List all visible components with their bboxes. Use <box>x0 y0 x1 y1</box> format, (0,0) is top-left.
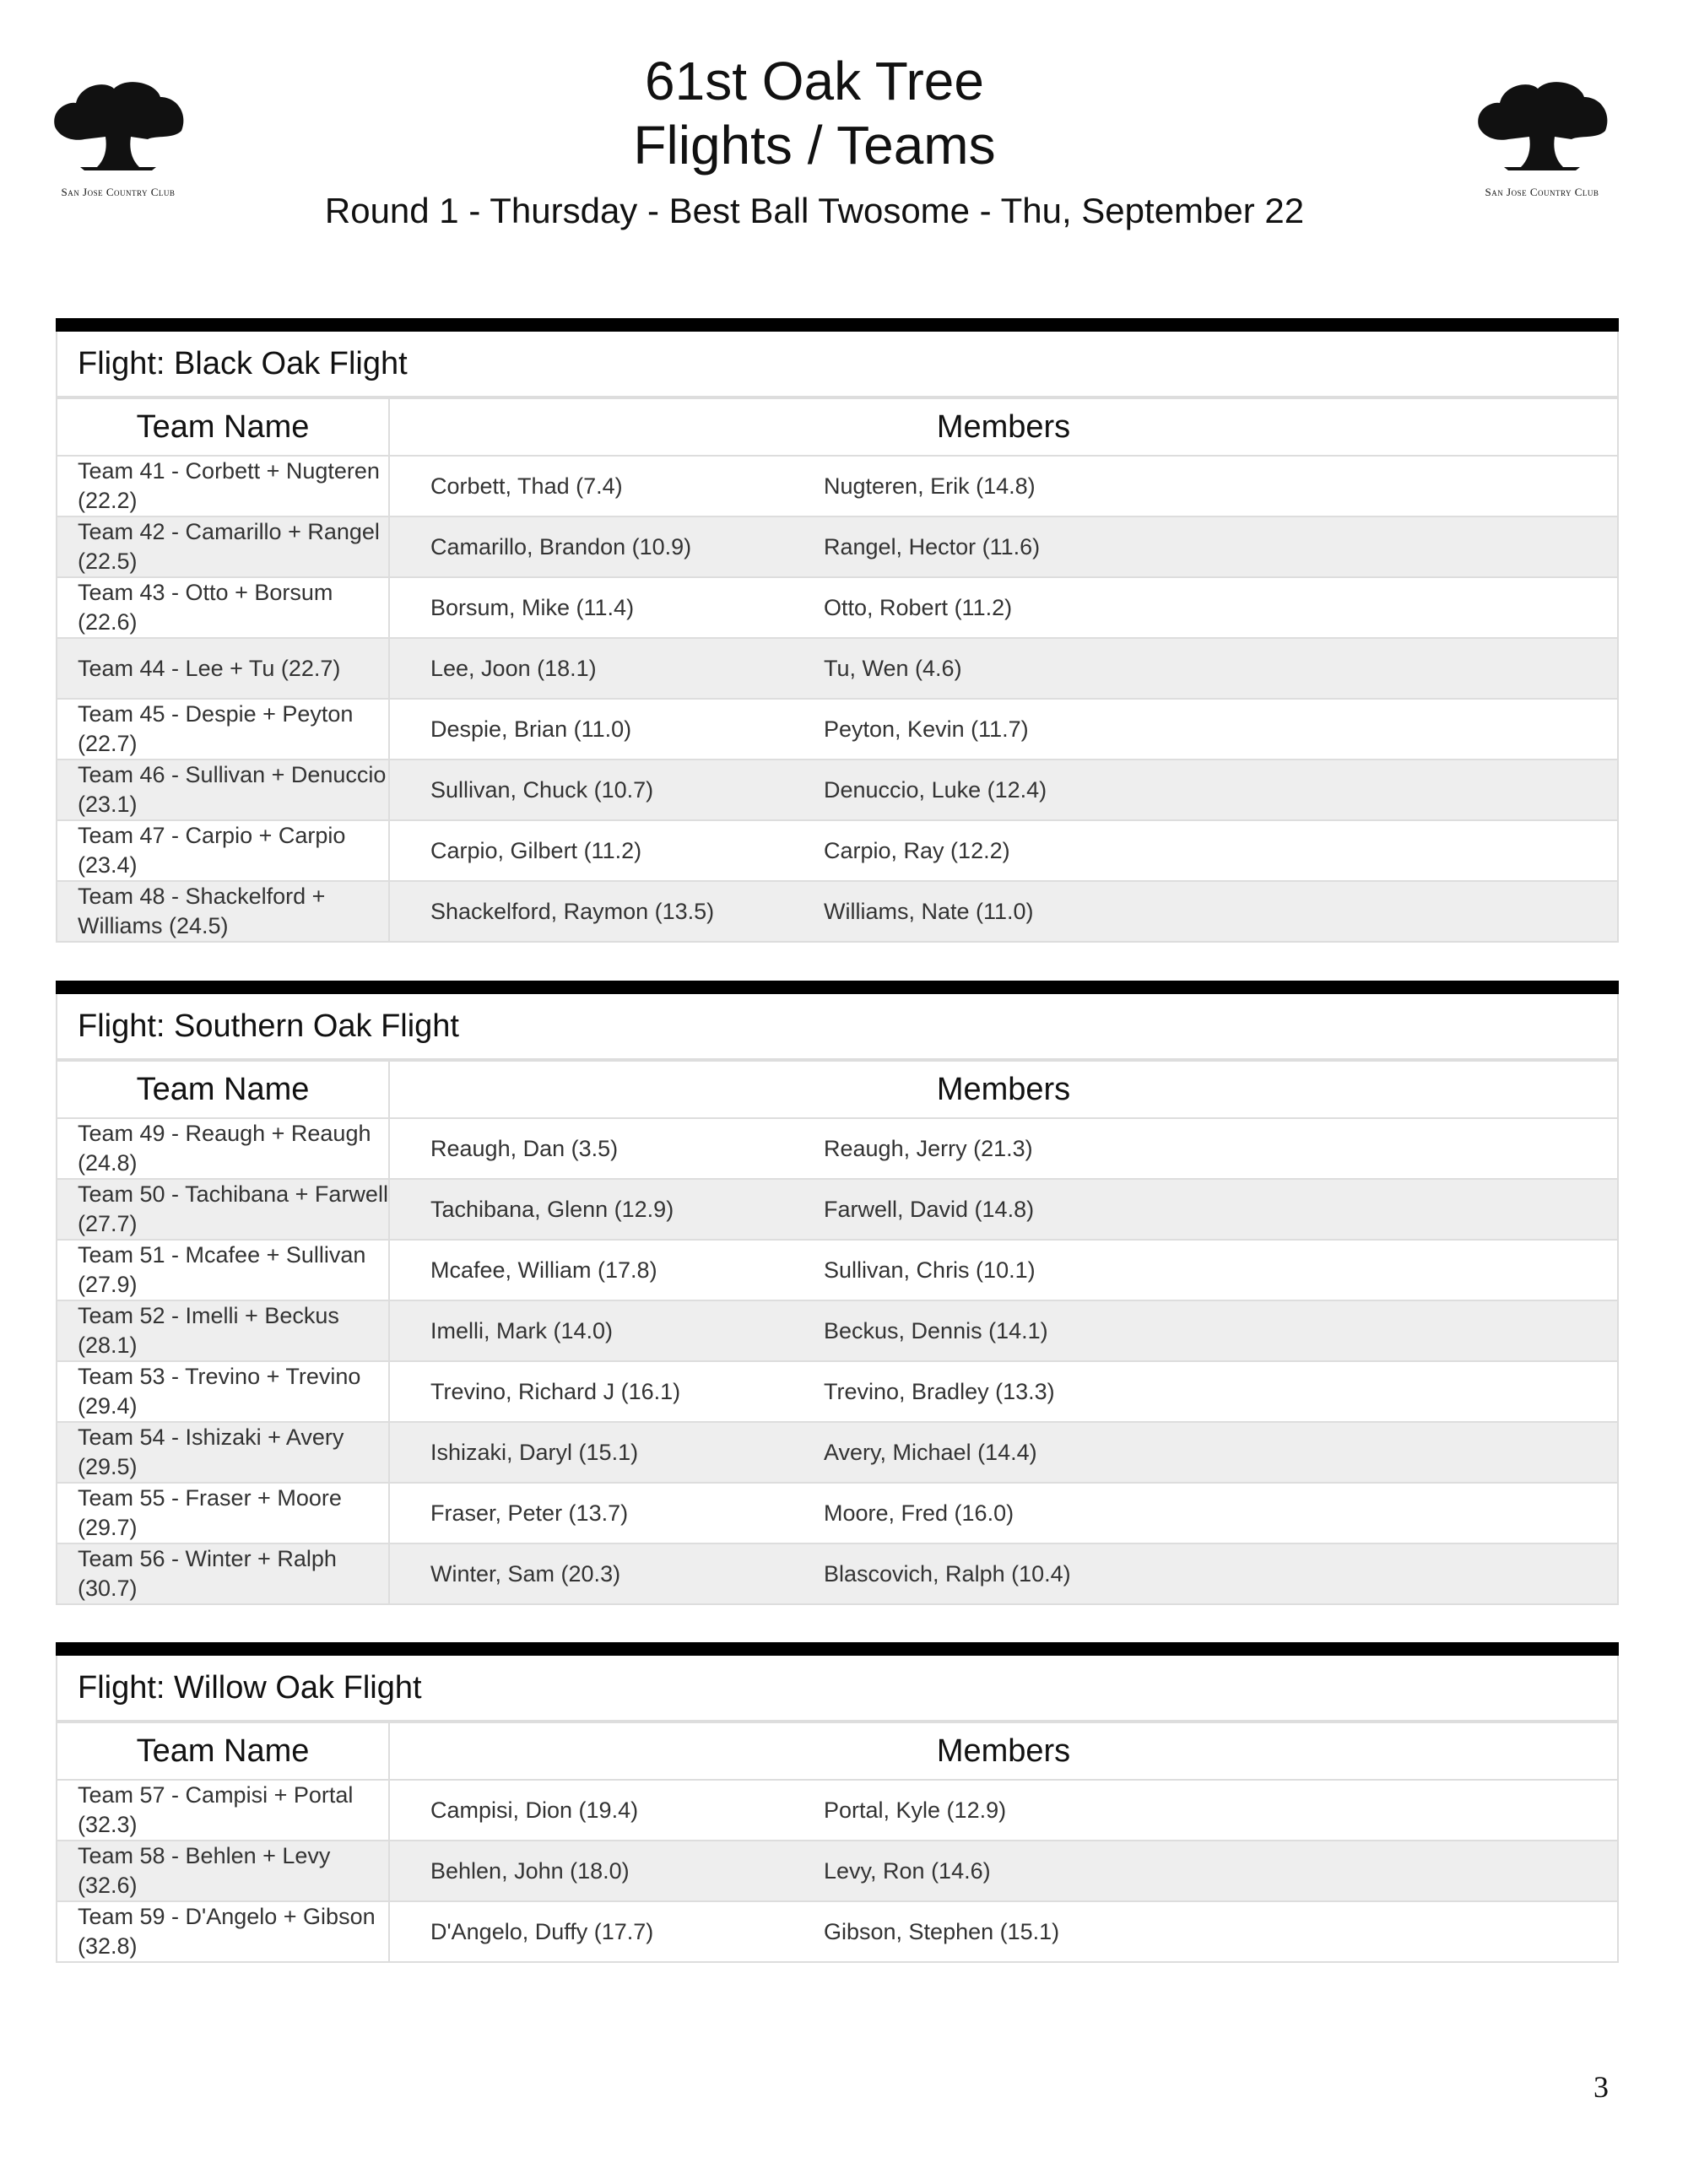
table-row <box>57 1901 1618 1962</box>
club-logo-text: San Jose Country Club <box>1485 186 1599 198</box>
member-1: Imelli, Mark (14.0) <box>389 1300 824 1361</box>
member-1: Corbett, Thad (7.4) <box>389 456 824 516</box>
team-name: Team 43 - Otto + Borsum (22.6) <box>57 577 389 638</box>
page-number: 3 <box>1593 2070 1609 2104</box>
flight-section <box>56 318 1619 943</box>
member-2: Blascovich, Ralph (10.4) <box>824 1543 1618 1604</box>
team-name: Team 48 - Shackelford + Williams (24.5) <box>57 881 389 942</box>
team-name: Team 57 - Campisi + Portal (32.3) <box>57 1780 389 1841</box>
member-2: Tu, Wen (4.6) <box>824 638 1618 699</box>
member-1: Ishizaki, Daryl (15.1) <box>389 1422 824 1483</box>
member-2: Beckus, Dennis (14.1) <box>824 1300 1618 1361</box>
table-row <box>57 1361 1618 1422</box>
members-header: Members <box>389 398 1618 456</box>
page-subtitle-title: Flights / Teams <box>633 115 996 176</box>
team-name: Team 59 - D'Angelo + Gibson (32.8) <box>57 1901 389 1962</box>
team-name-header: Team Name <box>57 1722 389 1780</box>
member-1: Camarillo, Brandon (10.9) <box>389 516 824 577</box>
table-row <box>57 638 1618 699</box>
table-row <box>57 577 1618 638</box>
member-2: Reaugh, Jerry (21.3) <box>824 1118 1618 1179</box>
member-2: Rangel, Hector (11.6) <box>824 516 1618 577</box>
team-name: Team 42 - Camarillo + Rangel (22.5) <box>57 516 389 577</box>
team-name: Team 45 - Despie + Peyton (22.7) <box>57 699 389 760</box>
member-1: Borsum, Mike (11.4) <box>389 577 824 638</box>
team-name: Team 51 - Mcafee + Sullivan (27.9) <box>57 1240 389 1300</box>
table-row <box>57 760 1618 820</box>
member-1: Reaugh, Dan (3.5) <box>389 1118 824 1179</box>
page-title: 61st Oak Tree <box>645 51 984 111</box>
table-row <box>57 1240 1618 1300</box>
member-1: Tachibana, Glenn (12.9) <box>389 1179 824 1240</box>
team-name: Team 47 - Carpio + Carpio (23.4) <box>57 820 389 881</box>
table-header <box>57 398 1618 456</box>
member-2: Carpio, Ray (12.2) <box>824 820 1618 881</box>
table-row <box>57 1300 1618 1361</box>
team-name-header: Team Name <box>57 398 389 456</box>
member-1: D'Angelo, Duffy (17.7) <box>389 1901 824 1962</box>
flight-title: Flight: Black Oak Flight <box>56 332 1619 397</box>
teams-table <box>56 397 1619 943</box>
team-name: Team 58 - Behlen + Levy (32.6) <box>57 1841 389 1901</box>
table-row <box>57 1543 1618 1604</box>
table-header <box>57 1722 1618 1780</box>
members-header: Members <box>389 1722 1618 1780</box>
table-row <box>57 1179 1618 1240</box>
member-1: Trevino, Richard J (16.1) <box>389 1361 824 1422</box>
table-row <box>57 881 1618 942</box>
table-row <box>57 1118 1618 1179</box>
member-2: Peyton, Kevin (11.7) <box>824 699 1618 760</box>
table-row <box>57 1780 1618 1841</box>
team-name: Team 46 - Sullivan + Denuccio (23.1) <box>57 760 389 820</box>
team-name: Team 55 - Fraser + Moore (29.7) <box>57 1483 389 1543</box>
team-name: Team 52 - Imelli + Beckus (28.1) <box>57 1300 389 1361</box>
member-2: Portal, Kyle (12.9) <box>824 1780 1618 1841</box>
member-1: Campisi, Dion (19.4) <box>389 1780 824 1841</box>
table-row <box>57 1483 1618 1543</box>
table-row <box>57 1422 1618 1483</box>
member-1: Shackelford, Raymon (13.5) <box>389 881 824 942</box>
table-row <box>57 516 1618 577</box>
team-name-header: Team Name <box>57 1061 389 1118</box>
member-1: Mcafee, William (17.8) <box>389 1240 824 1300</box>
flight-section <box>56 1642 1619 1963</box>
member-2: Denuccio, Luke (12.4) <box>824 760 1618 820</box>
table-row <box>57 820 1618 881</box>
team-name: Team 50 - Tachibana + Farwell (27.7) <box>57 1179 389 1240</box>
member-2: Nugteren, Erik (14.8) <box>824 456 1618 516</box>
members-header: Members <box>389 1061 1618 1118</box>
teams-table <box>56 1060 1619 1605</box>
member-1: Winter, Sam (20.3) <box>389 1543 824 1604</box>
member-2: Trevino, Bradley (13.3) <box>824 1361 1618 1422</box>
member-1: Behlen, John (18.0) <box>389 1841 824 1901</box>
section-divider <box>56 981 1619 994</box>
member-2: Levy, Ron (14.6) <box>824 1841 1618 1901</box>
table-row <box>57 456 1618 516</box>
table-row <box>57 1841 1618 1901</box>
member-2: Gibson, Stephen (15.1) <box>824 1901 1618 1962</box>
member-2: Williams, Nate (11.0) <box>824 881 1618 942</box>
team-name: Team 41 - Corbett + Nugteren (22.2) <box>57 456 389 516</box>
section-divider <box>56 318 1619 332</box>
section-divider <box>56 1642 1619 1656</box>
team-name: Team 53 - Trevino + Trevino (29.4) <box>57 1361 389 1422</box>
team-name: Team 54 - Ishizaki + Avery (29.5) <box>57 1422 389 1483</box>
member-1: Lee, Joon (18.1) <box>389 638 824 699</box>
member-2: Farwell, David (14.8) <box>824 1179 1618 1240</box>
team-name: Team 49 - Reaugh + Reaugh (24.8) <box>57 1118 389 1179</box>
member-2: Moore, Fred (16.0) <box>824 1483 1618 1543</box>
member-2: Otto, Robert (11.2) <box>824 577 1618 638</box>
flight-section <box>56 981 1619 1605</box>
club-logo-text: San Jose Country Club <box>61 186 176 198</box>
member-1: Sullivan, Chuck (10.7) <box>389 760 824 820</box>
member-2: Avery, Michael (14.4) <box>824 1422 1618 1483</box>
round-info: Round 1 - Thursday - Best Ball Twosome - Thu, September 22 <box>324 191 1305 230</box>
member-2: Sullivan, Chris (10.1) <box>824 1240 1618 1300</box>
flight-title: Flight: Willow Oak Flight <box>56 1656 1619 1722</box>
teams-table <box>56 1722 1619 1963</box>
member-1: Despie, Brian (11.0) <box>389 699 824 760</box>
member-1: Fraser, Peter (13.7) <box>389 1483 824 1543</box>
flight-title: Flight: Southern Oak Flight <box>56 994 1619 1060</box>
team-name: Team 56 - Winter + Ralph (30.7) <box>57 1543 389 1604</box>
table-header <box>57 1061 1618 1118</box>
member-1: Carpio, Gilbert (11.2) <box>389 820 824 881</box>
team-name: Team 44 - Lee + Tu (22.7) <box>57 638 389 699</box>
table-row <box>57 699 1618 760</box>
